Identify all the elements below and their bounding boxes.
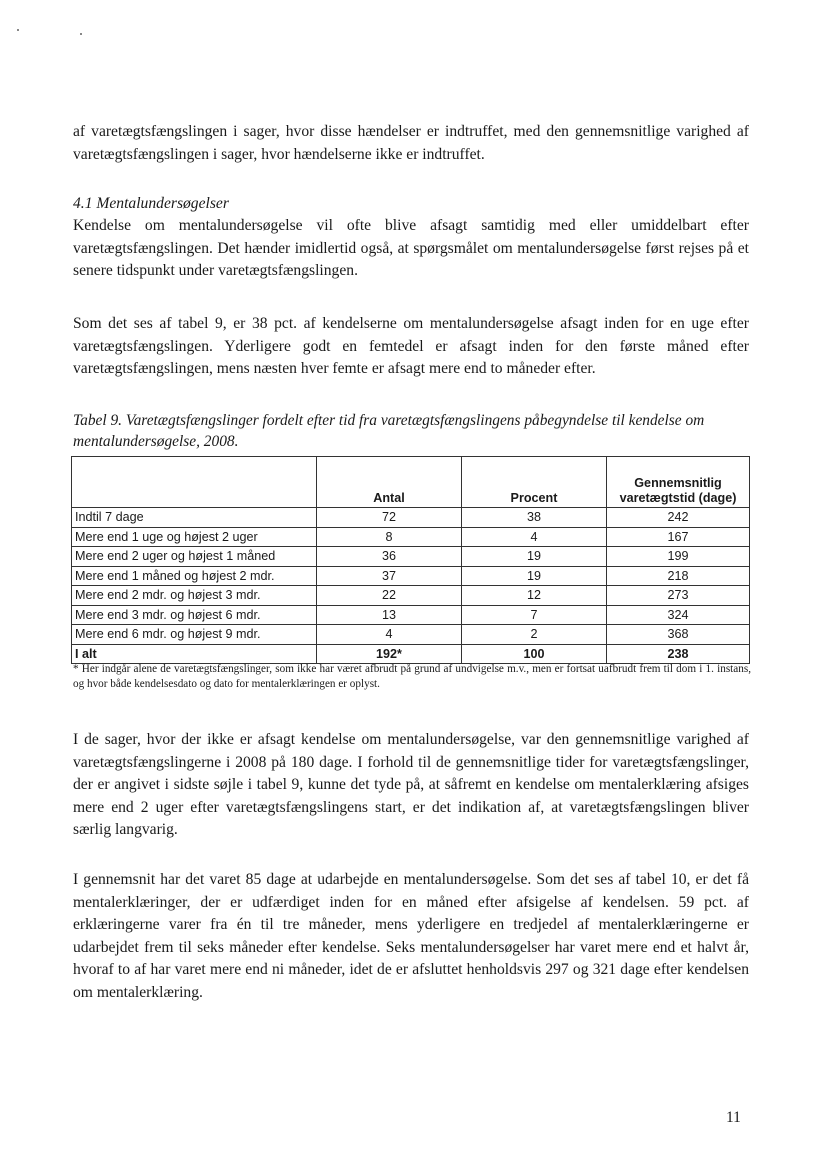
header-antal: Antal <box>317 457 462 508</box>
cell-antal: 37 <box>317 566 462 586</box>
row-label: Mere end 6 mdr. og højest 9 mdr. <box>72 625 317 645</box>
table-row <box>72 586 750 606</box>
header-gns-varetaegtstid: Gennemsnitlig varetægtstid (dage) <box>607 457 750 508</box>
after-paragraph-1: I de sager, hvor der ikke er afsagt kendelse om mentalundersøgelse, var den gennemsnitlige varighed af varetægtsfængslingerne i 2008 på 180 dage. I forhold til de gennemsnitlige tider for varetægtsfængslinger, der er angivet i sidste søjle i tabel 9, kunne det tyde på, at såfremt en kendelse om mentalerklæring afsiges mere end 2 uger efter varetægtsfængslingens start, er det indikation af, at varetægtsfængslingen bliver særlig langvarig. <box>73 731 749 839</box>
intro-paragraph: af varetægtsfængslingen i sager, hvor disse hændelser er indtruffet, med den gennemsnitlige varighed af varetægtsfængslingen i sager, hvor hændelserne ikke er indtruffet. <box>73 123 749 163</box>
cell-antal: 72 <box>317 508 462 528</box>
cell-procent: 4 <box>462 527 607 547</box>
total-gns: 238 <box>607 644 750 664</box>
cell-procent: 19 <box>462 566 607 586</box>
after-paragraph-2: I gennemsnit har det varet 85 dage at udarbejde en mentalundersøgelse. Som det ses af tabel 10, er det få mentalerklæringer, der er udfærdiget inden for en måned efter afsigelse af kendelsen. 59 pct. af erklæringerne varer fra én til tre måneder, mens yderligere en tredjedel af mentalerklæringerne er udarbejdet frem til seks måneder efter kendelse. Seks mentalundersøgelser har varet mere end et halvt år, hvoraf to af har varet mere end ni måneder, idet de er afsluttet henholdsvis 297 og 321 dage efter kendelsen om mentalerklæring. <box>73 871 749 1001</box>
table-header-row <box>72 457 750 508</box>
table-row <box>72 508 750 528</box>
header-blank <box>72 457 317 508</box>
cell-gns: 199 <box>607 547 750 567</box>
row-label: Indtil 7 dage <box>72 508 317 528</box>
cell-procent: 12 <box>462 586 607 606</box>
header-procent: Procent <box>462 457 607 508</box>
cell-gns: 218 <box>607 566 750 586</box>
row-label: Mere end 1 måned og højest 2 mdr. <box>72 566 317 586</box>
section-paragraph-1: Kendelse om mentalundersøgelse vil ofte blive afsagt samtidig med eller umiddelbart efter varetægtsfængslingen. Det hænder imidlertid også, at spørgsmålet om mentalundersøgelse først rejses på et senere tidspunkt under varetægtsfængslingen. <box>73 217 749 280</box>
cell-antal: 8 <box>317 527 462 547</box>
cell-antal: 22 <box>317 586 462 606</box>
total-procent: 100 <box>462 644 607 664</box>
cell-procent: 38 <box>462 508 607 528</box>
table-row <box>72 625 750 645</box>
cell-gns: 368 <box>607 625 750 645</box>
scan-speck <box>17 29 19 31</box>
table-total-row <box>72 644 750 664</box>
cell-gns: 324 <box>607 605 750 625</box>
cell-antal: 4 <box>317 625 462 645</box>
section-paragraph-2: Som det ses af tabel 9, er 38 pct. af kendelserne om mentalundersøgelse afsagt inden for en uge efter varetægtsfængslingen. Yderligere godt en femtedel er afsagt inden for den første måned efter varetægtsfængslingen, mens næsten hver femte er afsagt mere end to måneder efter. <box>73 315 749 378</box>
section-heading: 4.1 Mentalundersøgelser <box>73 195 229 212</box>
table-row <box>72 527 750 547</box>
cell-procent: 2 <box>462 625 607 645</box>
table-row <box>72 547 750 567</box>
table-footnote: * Her indgår alene de varetægtsfængslinger, som ikke har været afbrudt på grund af undvigelse m.v., men er fortsat uafbrudt frem til dom i 1. instans, og hvor både kendelsesdato og dato for mentalerklæringen er oplyst. <box>73 663 751 690</box>
total-antal: 192* <box>317 644 462 664</box>
cell-procent: 19 <box>462 547 607 567</box>
cell-antal: 36 <box>317 547 462 567</box>
row-label: Mere end 1 uge og højest 2 uger <box>72 527 317 547</box>
data-table <box>71 456 750 664</box>
row-label: Mere end 3 mdr. og højest 6 mdr. <box>72 605 317 625</box>
total-label: I alt <box>72 644 317 664</box>
cell-procent: 7 <box>462 605 607 625</box>
cell-gns: 242 <box>607 508 750 528</box>
table-row <box>72 605 750 625</box>
page-number: 11 <box>726 1109 741 1126</box>
table-row <box>72 566 750 586</box>
cell-antal: 13 <box>317 605 462 625</box>
cell-gns: 273 <box>607 586 750 606</box>
table-caption: Tabel 9. Varetægtsfængslinger fordelt efter tid fra varetægtsfængslingens påbegyndelse til kendelse om mentalundersøgelse, 2008. <box>73 412 705 450</box>
scan-speck <box>80 33 82 35</box>
cell-gns: 167 <box>607 527 750 547</box>
row-label: Mere end 2 uger og højest 1 måned <box>72 547 317 567</box>
row-label: Mere end 2 mdr. og højest 3 mdr. <box>72 586 317 606</box>
